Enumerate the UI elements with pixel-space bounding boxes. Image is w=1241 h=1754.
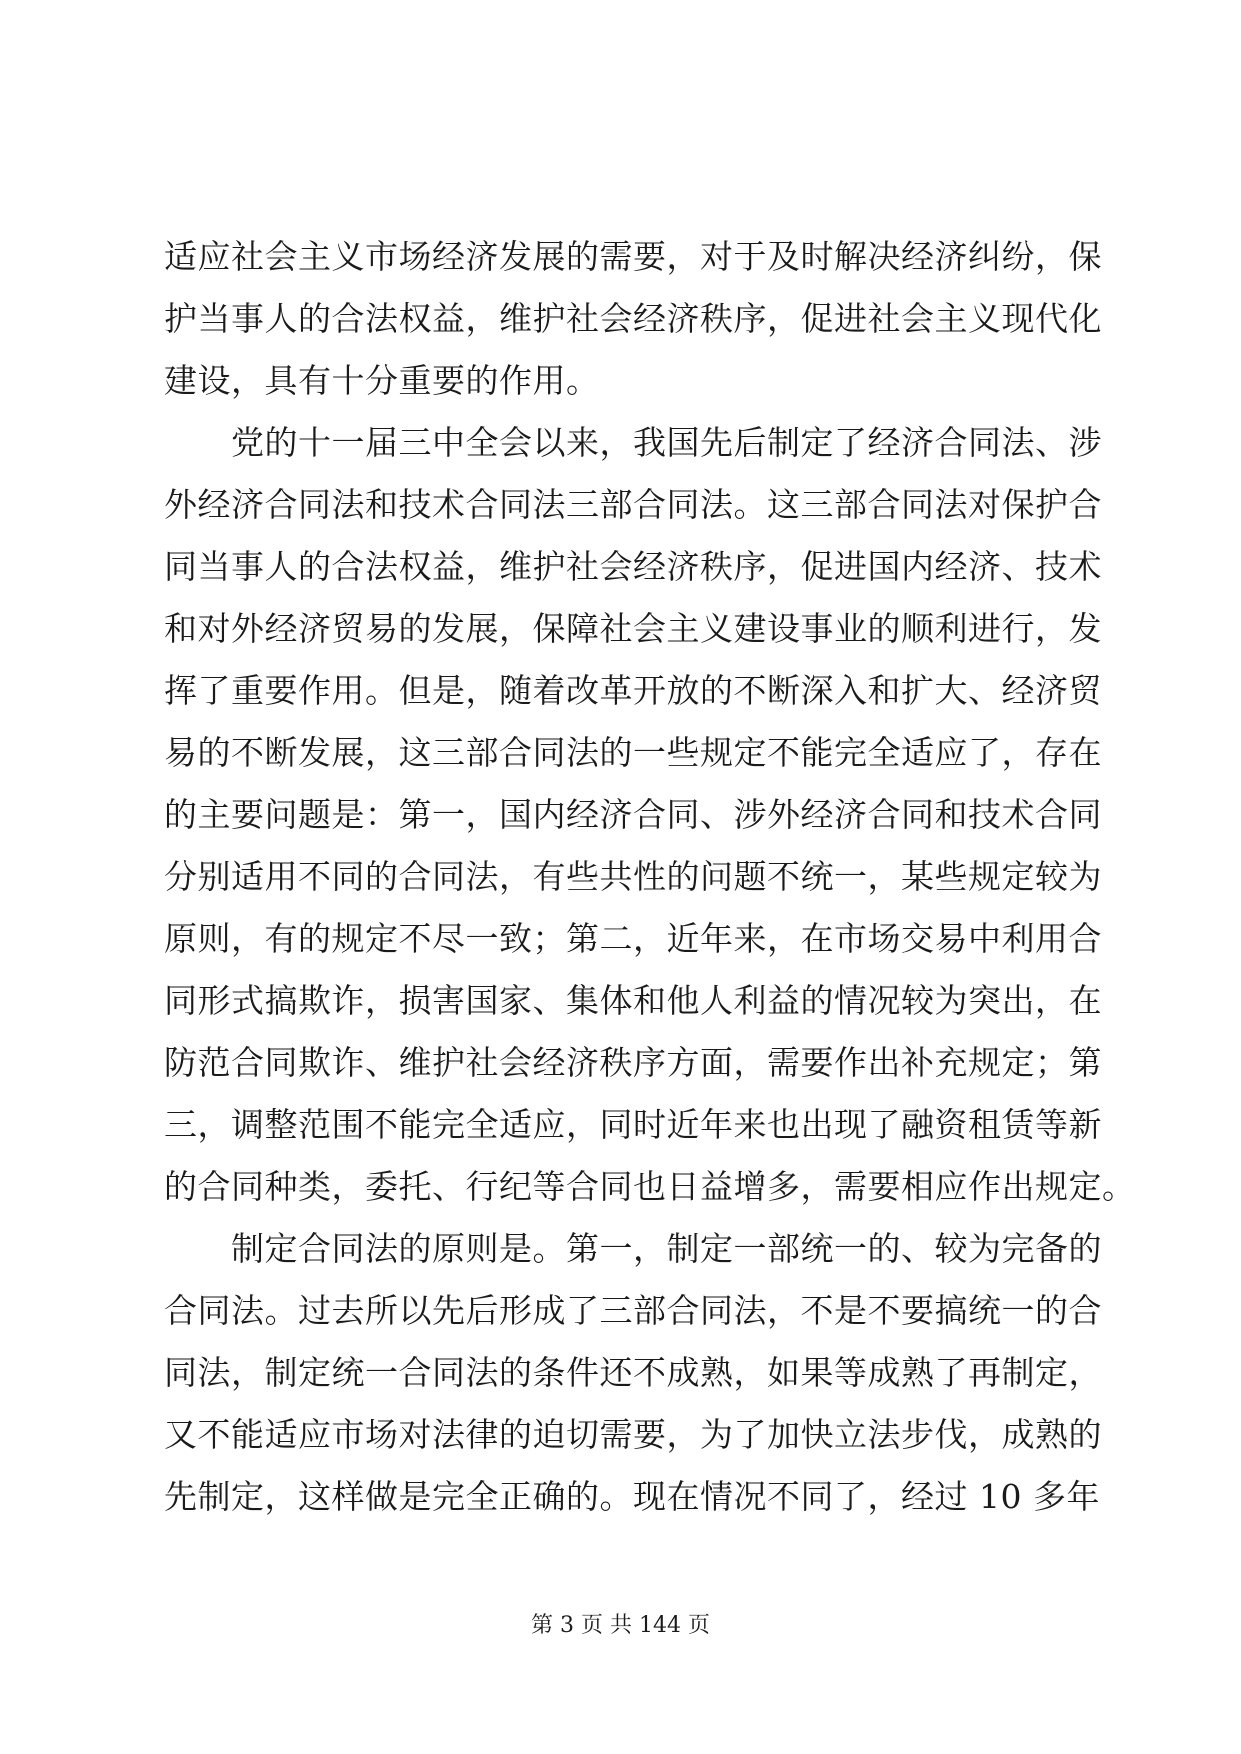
text-line: 的合同种类，委托、行纪等合同也日益增多，需要相应作出规定。 <box>164 1167 1136 1206</box>
text-line: 的主要问题是：第一，国内经济合同、涉外经济合同和技术合同 <box>164 795 1102 834</box>
text-line: 易的不断发展，这三部合同法的一些规定不能完全适应了，存在 <box>164 733 1102 772</box>
text-line: 三，调整范围不能完全适应，同时近年来也出现了融资租赁等新 <box>164 1105 1102 1144</box>
text-line: 分别适用不同的合同法，有些共性的问题不统一，某些规定较为 <box>164 857 1102 896</box>
text-line: 同当事人的合法权益，维护社会经济秩序，促进国内经济、技术 <box>164 547 1102 586</box>
text-line: 党的十一届三中全会以来，我国先后制定了经济合同法、涉 <box>164 423 1102 462</box>
text-line: 适应社会主义市场经济发展的需要，对于及时解决经济纠纷，保 <box>164 237 1102 276</box>
page-number-footer: 第 3 页 共 144 页 <box>531 1613 710 1638</box>
text-line: 外经济合同法和技术合同法三部合同法。这三部合同法对保护合 <box>164 485 1102 524</box>
text-line: 同形式搞欺诈，损害国家、集体和他人利益的情况较为突出，在 <box>164 981 1102 1020</box>
text-line: 先制定，这样做是完全正确的。现在情况不同了，经过 10 多年 <box>164 1477 1100 1516</box>
text-line: 又不能适应市场对法律的迫切需要，为了加快立法步伐，成熟的 <box>164 1415 1102 1454</box>
text-line: 护当事人的合法权益，维护社会经济秩序，促进社会主义现代化 <box>164 299 1102 338</box>
text-line: 挥了重要作用。但是，随着改革开放的不断深入和扩大、经济贸 <box>164 671 1102 710</box>
text-line: 合同法。过去所以先后形成了三部合同法，不是不要搞统一的合 <box>164 1291 1102 1330</box>
body-text <box>164 226 1136 1528</box>
text-line: 制定合同法的原则是。第一，制定一部统一的、较为完备的 <box>164 1229 1102 1268</box>
text-line: 防范合同欺诈、维护社会经济秩序方面，需要作出补充规定；第 <box>164 1043 1102 1082</box>
text-line: 同法，制定统一合同法的条件还不成熟，如果等成熟了再制定， <box>164 1353 1102 1392</box>
text-line: 建设，具有十分重要的作用。 <box>164 361 600 400</box>
text-line: 和对外经济贸易的发展，保障社会主义建设事业的顺利进行，发 <box>164 609 1102 648</box>
text-line: 原则，有的规定不尽一致；第二，近年来，在市场交易中利用合 <box>164 919 1102 958</box>
